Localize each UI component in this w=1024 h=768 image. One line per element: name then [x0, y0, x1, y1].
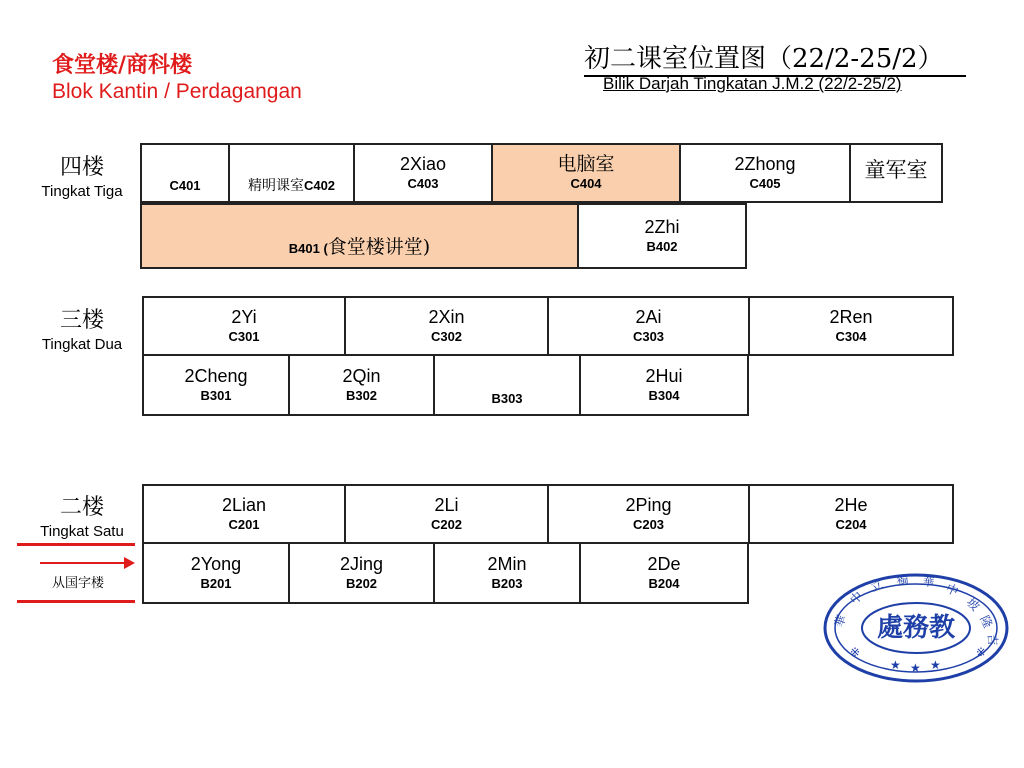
- floor-label-4-my: Tingkat Tiga: [41, 183, 123, 200]
- entrance-line-top: [17, 543, 135, 546]
- room-code: B402: [646, 239, 678, 254]
- room-code: B302: [345, 388, 378, 403]
- room-code-text: C402: [303, 178, 336, 193]
- svg-text:※: ※: [850, 645, 861, 659]
- svg-text:立: 立: [868, 576, 886, 595]
- entrance-label: 从国字楼: [52, 576, 105, 591]
- room-code: C201: [228, 517, 260, 532]
- class-name: 2Ping: [625, 495, 672, 515]
- room-c201: [142, 484, 346, 544]
- room-code: C403: [407, 176, 439, 191]
- room-c202: [344, 484, 549, 544]
- room-code: B202: [345, 576, 378, 591]
- room-scout: [849, 143, 943, 203]
- class-name: 2Yong: [190, 554, 242, 574]
- block-title-malay: Blok Kantin / Perdagangan: [52, 80, 302, 103]
- arrow-right-icon: [124, 557, 135, 569]
- room-name-cn: 精明课室: [247, 178, 304, 194]
- room-code: C304: [835, 329, 867, 344]
- room-code: B304: [648, 388, 680, 403]
- svg-text:華: 華: [921, 574, 936, 590]
- svg-text:華: 華: [831, 612, 849, 630]
- room-b402: [577, 203, 747, 269]
- stamp-center-text: 處務教: [876, 613, 956, 643]
- class-name: 2Xiao: [399, 154, 447, 174]
- floor-label-3-cn: 三楼: [59, 308, 104, 333]
- class-name: 2Ren: [829, 307, 873, 327]
- room-name: 童军室: [864, 158, 928, 182]
- room-b302: [288, 354, 435, 416]
- floor-label-3-my: Tingkat Dua: [41, 336, 123, 353]
- svg-text:獨: 獨: [895, 572, 910, 588]
- room-b304: [579, 354, 749, 416]
- room-code: C401: [169, 178, 201, 193]
- room-name-cn: 食堂楼讲堂): [327, 236, 431, 258]
- class-name: 2Hui: [645, 366, 683, 386]
- room-b401: [140, 203, 579, 269]
- room-c302: [344, 296, 549, 356]
- class-name: 2De: [647, 554, 681, 574]
- svg-text:★: ★: [890, 658, 901, 672]
- room-code: C203: [632, 517, 665, 532]
- school-stamp: [822, 572, 1010, 684]
- svg-text:坡: 坡: [963, 595, 983, 614]
- class-name: 2Lian: [221, 495, 267, 515]
- room-code: B204: [648, 576, 680, 591]
- floor-label-4-cn: 四楼: [59, 155, 104, 180]
- room-b203: [433, 542, 581, 604]
- room-c403: [353, 143, 493, 203]
- floor-label-2-cn: 二楼: [59, 495, 104, 520]
- svg-text:中: 中: [847, 588, 866, 608]
- room-code: B203: [491, 576, 523, 591]
- svg-text:★: ★: [910, 661, 921, 675]
- room-c401: [140, 143, 230, 203]
- room-code: B301: [200, 388, 232, 403]
- page-subtitle: Bilik Darjah Tingkatan J.M.2 (22/2-25/2): [603, 74, 902, 93]
- room-code: C404: [570, 176, 602, 191]
- class-name: 2Yi: [231, 307, 257, 327]
- room-b301: [142, 354, 290, 416]
- room-code: B303: [491, 391, 523, 406]
- room-b201: [142, 542, 290, 604]
- room-code: B201: [200, 576, 232, 591]
- class-name: 2Min: [487, 554, 527, 574]
- room-code: C405: [749, 176, 781, 191]
- class-name: 2Xin: [428, 307, 465, 327]
- class-name: 2Cheng: [184, 366, 248, 386]
- room-code: C202: [430, 517, 463, 532]
- svg-text:中: 中: [943, 581, 961, 599]
- svg-text:吉: 吉: [985, 633, 1001, 647]
- room-code: [142, 232, 577, 259]
- class-name: 2Li: [434, 495, 459, 515]
- svg-text:★: ★: [930, 658, 941, 672]
- room-c301: [142, 296, 346, 356]
- room-c203: [547, 484, 750, 544]
- floor-label-2-my: Tingkat Satu: [40, 523, 124, 540]
- class-name: 2Qin: [342, 366, 381, 386]
- class-name: 2Zhong: [734, 154, 796, 174]
- room-c303: [547, 296, 750, 356]
- svg-text:隆: 隆: [977, 613, 996, 631]
- room-code: C301: [228, 329, 260, 344]
- class-name: 2He: [834, 495, 868, 515]
- block-title-chinese: 食堂楼/商科楼: [52, 53, 193, 78]
- page-title: 初二课室位置图（22/2-25/2）: [584, 38, 966, 77]
- room-b204: [579, 542, 749, 604]
- room-c404: [491, 143, 681, 203]
- entrance-arrow-shaft: [40, 562, 125, 564]
- room-b202: [288, 542, 435, 604]
- room-c204: [748, 484, 954, 544]
- svg-text:※: ※: [976, 645, 987, 659]
- room-code: C303: [632, 329, 665, 344]
- room-b303: [433, 354, 581, 416]
- class-name: 2Jing: [339, 554, 384, 574]
- room-code: C204: [835, 517, 867, 532]
- room-name: 电脑室: [557, 153, 615, 175]
- room-c304: [748, 296, 954, 356]
- room-c405: [679, 143, 851, 203]
- room-c402: [228, 143, 355, 203]
- class-name: 2Ai: [635, 307, 662, 327]
- room-code-text: B401 (: [288, 241, 328, 256]
- entrance-line-bottom: [17, 600, 135, 603]
- room-code: C302: [430, 329, 463, 344]
- class-name: 2Zhi: [644, 217, 680, 237]
- room-code: [230, 175, 353, 195]
